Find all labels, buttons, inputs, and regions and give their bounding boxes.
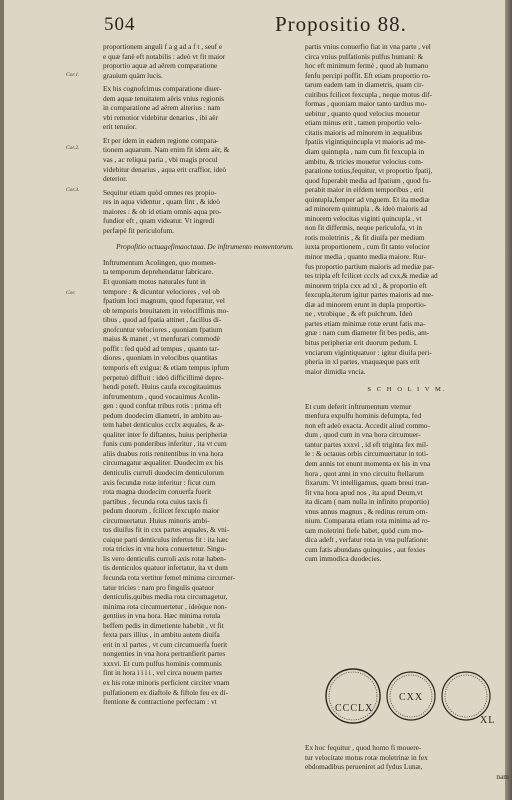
text-line: fpatium loci magnum, quod fuperatur, vel: [103, 296, 225, 306]
text-line: diores , quoniam in velocibus quantitas: [103, 353, 218, 363]
figure-caption: [305, 743, 509, 781]
text-line: partibus , fecunda rota cuius taxis fi: [103, 496, 208, 506]
text-line: iuxta proportionem , cum fit tanto velocior: [305, 242, 430, 252]
text-line: uebitur , quanto quod velocius mouetur: [305, 108, 420, 118]
text-line: lis vero denticulis curroli axis rotæ haben-: [103, 553, 227, 563]
text-line: tis denticulos quatuor infertatur, ita vt dum: [103, 563, 228, 573]
page-edge-left: [0, 0, 4, 800]
text-line: diam quintupla , nam cum fit fexcupla in: [305, 147, 425, 157]
wheels-figure: [315, 664, 500, 724]
text-line: Ex his cognofcimus comparatione diuer-: [103, 84, 222, 94]
text-line: circumagatur æqualiter. Duodecim ex his: [103, 458, 224, 468]
text-line: paratione totius,fequitur, vt proportio fpatij,: [305, 166, 433, 176]
text-line: quintupla,femper ad vnguem. Et ita mediæ: [305, 194, 430, 204]
text-line: vbi remotior videbitur denarius , ibi aër: [103, 112, 218, 122]
text-line: beffem pedis in dimetiente habebit , vt fit: [103, 620, 224, 630]
text-line: circa vnius pulfationis pulfus humani: &: [305, 51, 424, 61]
text-line: vnciarum vigintiquatuor : igitur diuifa peri-: [305, 347, 432, 357]
text-line: tes tripla eft fcilicet ccclx ad cxx,& mediæ ad: [305, 271, 438, 281]
text-line: Et quoniam motus naturales funt in: [103, 277, 206, 287]
paragraph-corollary-1: [103, 84, 307, 132]
text-line: le : & octauus orbis circumuertatur in toti-: [305, 449, 429, 459]
text-line: tus diuifus fit in cxx partes æquales, & vni-: [103, 525, 230, 535]
text-line: gnofcuntur velociores , quoniam fpatium: [103, 324, 223, 334]
text-line: gen : quod conftat tribus rotis : prima eft: [103, 401, 222, 411]
margin-note-cor1: Cor.1.: [66, 72, 80, 78]
text-line: non eft adeò exacta. Accedit aliud commo-: [305, 420, 431, 430]
text-line: non fit differmis, neque periculofa, vt in: [305, 223, 422, 233]
text-line: dem aquæ tenuitatem aëris vnius regionis: [103, 93, 224, 103]
text-line: fit vna hora apud nos , ita apud Deum,vt: [305, 487, 423, 497]
text-line: cum fatis abundans quinquies , aut fexies: [305, 544, 426, 554]
text-line: tem habet denticulos ccclx æquales, & æ-: [103, 420, 225, 430]
text-line: tur velocitate motus rotæ moletrinæ in fex: [305, 752, 428, 762]
text-line: in comparatione ad aërem alterius : nam: [103, 103, 221, 113]
left-column: [103, 42, 307, 707]
text-line: tatur tricies : nam pro fingulis quatuor: [103, 582, 215, 592]
text-line: axis fecundæ rotæ inferitur : ficut cum: [103, 477, 216, 487]
text-line: fecunda rota vertitur femel minima circumer-: [103, 572, 236, 582]
paragraph-corollary-2: [103, 136, 307, 184]
page-title: Propositio 88.: [275, 12, 407, 36]
text-line: etiam minus erit , tamen proportio velo-: [305, 118, 422, 128]
text-line: minima rota circumuertetur , ideòque non-: [103, 601, 228, 611]
text-line: perfæpè fit periculofum.: [103, 225, 175, 235]
label-small-wheel: XL: [480, 715, 496, 724]
text-line: ita dicam ( nam nulla in infinito proportio): [305, 497, 430, 507]
text-line: proportio aquæ ad aërem comparatione: [103, 61, 218, 71]
text-line: menfura expulfu hominis defumpta, fed: [305, 411, 422, 421]
text-line: fixarum. Vt intelligamus, quam breui tran-: [305, 478, 430, 488]
text-line: ex his rotæ minoris perficient circiter vnam: [103, 678, 230, 687]
text-line: videbitur denarius , aqua erit craffior, ideò: [103, 164, 227, 174]
text-line: pedum duorum , fcilicet fexcuplo maior: [103, 506, 220, 516]
text-line: denticulis curruli duodecim denticulorum: [103, 467, 224, 477]
text-line: erit in xl partes , vt cum circumuerfa fuerit: [103, 639, 228, 649]
text-line: cum immodica duodecies.: [305, 554, 382, 564]
text-line: grauium quàm lucis.: [103, 70, 163, 80]
text-line: gentiies in vna hora. Hæc minima rotula: [103, 611, 221, 621]
text-line: nium. Comparata etiam rota minima ad ro-: [305, 516, 431, 526]
text-line: ebdomadibus perueniret ad fydus Lunæ,: [305, 762, 423, 772]
text-line: proportionem anguli f a g ad a f t , seuf e: [103, 42, 223, 51]
label-middle-wheel: CXX: [399, 692, 424, 703]
text-line: tam moletrini fiefe habet, quòd cum mo-: [305, 525, 424, 535]
text-line: ad minorem quintupla , & ideò maioris ad: [305, 204, 428, 214]
margin-note-cor3: Cor.3.: [66, 187, 80, 193]
text-line: ne , vtrobique , & eft pulchrum. Ideò: [305, 309, 413, 319]
text-line: hendi poteft. Huius caufa excogitauimus: [103, 382, 222, 392]
text-line: rota tricies in vna hora conuertetur. Singu-: [103, 544, 227, 554]
page-number: 504: [104, 14, 136, 35]
wheels-diagram: [315, 664, 500, 724]
text-line: tionem aquarum. Nam enim fit idem aër, &: [103, 145, 230, 155]
text-line: maior dimidia vncia.: [305, 366, 366, 376]
text-line: tibus , quod ad fpatia attinet , facilius di-: [103, 315, 222, 325]
text-line: inftrumentum , quod vocauimus Acolin-: [103, 391, 221, 401]
text-line: maiores : & ob id etiam omnis aqua pro-: [103, 206, 222, 216]
text-line: citatis maioris ad minorem in æqualibus: [305, 127, 422, 137]
margin-note-cor2: Cor.2.: [66, 145, 80, 151]
text-line: dum , quod cum in vna hora circumuer-: [305, 430, 421, 440]
text-line: Et per idem in eadem regione compara-: [103, 135, 219, 145]
text-line: Et cum deferit inftrumentum vtemur: [305, 401, 412, 411]
text-line: minorem velocitas viginti quincupla , vt: [305, 213, 422, 223]
text-line: vas , ac reliqua paria , vbi magis procul: [103, 155, 218, 165]
text-line: tantur partes xxxvi , id eft triginta fex mil-: [305, 439, 429, 449]
text-line: fpatiis vigintiquincupla vt maioris ad me-: [305, 137, 426, 147]
paragraph-corollary-3: [103, 188, 307, 236]
label-large-wheel: CCCLX: [335, 703, 374, 714]
text-line: ob temporis breuitatem in velociffimis mo-: [103, 305, 229, 315]
paragraph-intro: [103, 42, 307, 80]
section-heading: Propofitio octuagefimaoctaua. De inftrumento momentorum.: [116, 242, 294, 252]
text-line: pedum duodecim diametri, in ambitu au-: [103, 410, 223, 420]
text-line: poffit : fed quòd ad tempus , quanto tar-: [103, 343, 220, 353]
text-line: temporis eft exigua: & etiam tempus ipfum: [103, 362, 230, 372]
text-line: bitus peripheriæ erit duorum pedum. I.: [305, 337, 418, 347]
catchword: nam: [496, 771, 509, 781]
text-line: fexcupla,iterum igitur partes maioris ad me-: [305, 290, 434, 300]
text-line: pheria in xl partes, vnaquæque pars erit: [305, 357, 420, 367]
text-line: maius & manet , vt menfurari commodè: [103, 334, 220, 344]
text-line: ftentione & contractione perfectam : vt: [103, 697, 217, 707]
text-line: res in aqua videntur , quam fint , & ideò: [103, 197, 220, 207]
text-line: Inftrumentum Acolingen, quo momen-: [103, 257, 217, 267]
text-line: formas , quoniam maior tanto tardius mo-: [305, 99, 427, 109]
scholium-heading: S C H O L I V M.: [367, 386, 447, 394]
text-line: ta temporum deprehendatur fabricare.: [103, 267, 214, 277]
text-line: Ex hoc fequitur , quod homo fi mouere-: [305, 743, 422, 752]
text-line: quod fuperabit media ad fpatium , quod fu-: [305, 175, 432, 185]
text-line: denticulis,quibus media rota circumagetur,: [103, 592, 228, 602]
text-line: fundior eft , quam videatur. Vt ingredi: [103, 216, 215, 226]
text-line: cuique parti denticulus infertus fit : ita hæc: [103, 534, 229, 544]
text-line: perpetuò diffluit : ideò difficillimè depre-: [103, 372, 224, 382]
text-line: dem annis tot enunt momenta ex his in vna: [305, 458, 431, 468]
text-line: tempore : & dicuntur velociores , vel ob: [103, 286, 220, 296]
small-wheel: [442, 672, 490, 720]
text-line: perabit maior in eifdem temporibus , erit: [305, 185, 424, 195]
text-line: partis vnius conuerfio fiat in vna parte , vel: [305, 42, 431, 51]
text-line: pulfationem ex diaftole & fiftole feu ex di-: [103, 687, 229, 697]
text-line: dica adeft , verfatur rota in vna pulfatione:: [305, 535, 429, 545]
text-line: cuitibus fcilicet fexcupla , neque motus dif-: [305, 89, 433, 99]
text-line: erit tenuior.: [103, 122, 137, 132]
text-line: aliis duabus rotis renitentibus in vna hora: [103, 448, 224, 458]
text-line: fexta pars illius , in ambitu autem diuifa: [103, 630, 220, 640]
text-line: circumuertatur. Huius minoris ambi-: [103, 515, 210, 525]
text-line: Sequitur etiam quòd omnes res propio-: [103, 187, 217, 197]
text-line: fenfu percipi poffit. Eft etiam proportio ro-: [305, 70, 431, 80]
text-line: deterior.: [103, 174, 128, 184]
text-line: hoc eft minimum fermè , quod ab humano: [305, 61, 429, 71]
paragraph-scholium: [305, 402, 509, 564]
text-line: hora , quot anni in vno circuitu ftellarum: [305, 468, 424, 478]
margin-note-cor4: Cor.: [66, 290, 76, 296]
text-line: funis cum ponderibus inferitur , ita vt cum: [103, 439, 227, 449]
large-wheel: [326, 669, 380, 723]
text-line: rota magna duodecim conuerfa fuerit: [103, 487, 212, 497]
paragraph-continuation: [305, 42, 509, 376]
paragraph-instrument: [103, 258, 307, 707]
text-line: fus proportio partium maioris ad mediæ par-: [305, 261, 435, 271]
text-line: nongenties in vna hora pertranfierit partes: [103, 649, 226, 659]
text-line: minor media , quanto media maiore. Rur-: [305, 252, 427, 262]
text-line: rotis moletrinis , & fit diuifa per medium: [305, 232, 425, 242]
text-line: minorem tripla cxx ad xl , & proportio eft: [305, 280, 427, 290]
text-line: fint in hora i i i i , vel circa nouem partes: [103, 668, 223, 678]
text-line: diæ ad minorem erunt in dupla proportio-: [305, 299, 427, 309]
text-line: tarum eadem tam in diametris, quam cir-: [305, 80, 424, 90]
text-line: e quæ fanè eft notabilis : adeò vt fit maior: [103, 51, 226, 61]
text-line: vnus annus magnus , & reditus rerum om-: [305, 506, 428, 516]
text-line: xxxvi. Et cum pulfus hominis communis: [103, 658, 222, 668]
text-line: qualiter inter fe diftantes, huius peripheriæ: [103, 429, 228, 439]
right-column: [305, 42, 509, 564]
text-line: ambitu, & tricies mouetur velocius com-: [305, 156, 424, 166]
text-line: gnæ : nam cum diameter fit bes pedis, am-: [305, 328, 430, 338]
text-line: partes etiam minimæ rotæ erunt fatis ma-: [305, 318, 426, 328]
small-wheel-teeth: [445, 675, 487, 717]
